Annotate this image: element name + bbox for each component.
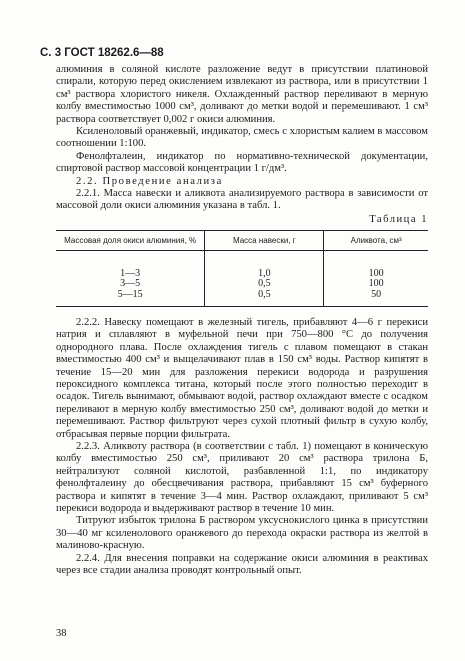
paragraph: алюминия в соляной кислоте разложение ведут в присутствии платиновой спирали, которую перед окислением извлекают из раствора, или в присутствии 1 см³ раствора хлористого никеля. Охлажденный раствор переливают в мерную колбу вместимостью 1000 см³, доливают до метки водой и перемешивают. 1 см³ раствора соответствует 0,002 г окиси алюминия. (56, 64, 428, 125)
table-1 (56, 230, 428, 307)
table-cell: 0,5 (205, 290, 324, 307)
table-row (56, 290, 428, 307)
table-cell: 3—5 (120, 278, 141, 290)
paragraph: Ксиленоловый оранжевый, индикатор, смесь с хлористым калием в массовом соотношении 1:100. (56, 126, 428, 150)
table-header-cell: Масса навески, г (205, 231, 324, 251)
table-cell: 100 (324, 279, 428, 289)
page-number: 38 (56, 628, 67, 639)
paragraph: Титруют избыток трилона Б раствором уксуснокислого цинка в присутствии 30—40 мг ксиленолового оранжевого до перехода окраски раствора из желтой в малиново-красную. (56, 515, 428, 552)
table-caption: Таблица 1 (369, 213, 428, 225)
table-cell: 5—15 (56, 290, 205, 307)
table-cell: 100 (324, 251, 428, 280)
document-body (56, 64, 428, 577)
page-header: С. 3 ГОСТ 18262.6—88 (40, 47, 164, 59)
table-row (56, 251, 428, 280)
table-cell: 50 (324, 290, 428, 307)
table-header-cell: Аликвота, см³ (324, 231, 428, 251)
table-cell: 1,0 (205, 251, 324, 280)
paragraph-2-2-2: 2.2.2. Навеску помещают в железный тигель, прибавляют 4—6 г перекиси натрия и сплавляют в муфельной печи при 750—800 °С до получения однородного плава. После охлаждения тигель с плавом помещают в стакан вместимостью 400 см³ и выщелачивают плав в 150 см³ воды. Раствор кипятят в течение 15—20 мин для разложения перекиси водорода и разрушения пероксидного комплекса титана, который после этого полностью переходит в осадок. Тигель вынимают, обмывают водой, раствор охлаждают вместе с осадком переливают в мерную колбу вместимостью 250 см³, доливают водой до метки и перемешивают. Раствор фильтруют через сухой плотный фильтр в сухую колбу, отбрасывая первые порции фильтрата. (56, 316, 428, 440)
table-header-cell: Массовая доля окиси алюминия, % (56, 231, 205, 251)
paragraph-2-2-4: 2.2.4. Для внесения поправки на содержание окиси алюминия в реактивах через все стадии анализа проводят контрольный опыт. (56, 552, 428, 577)
section-title: 2.2. Проведение анализа (76, 175, 223, 187)
paragraph-2-2-3: 2.2.3. Аликвоту раствора (в соответствии с табл. 1) помещают в коническую колбу вместимостью 250 см³, приливают 20 см³ раствора трилона Б, нейтрализуют соляной кислотой, разбавленной 1:1, по индикатору фенолфталеину до обесцвечивания раствора, прибавляют 15 см³ буферного раствора и кипятят в течение 3—4 мин. Раствор охлаждают, приливают 5 см³ перекиси водорода и выдерживают раствор в течение 10 мин. (56, 440, 428, 514)
paragraph: Фенолфталеин, индикатор по нормативно-технической документации, спиртовой раствор массовой концентрации 1 г/дм³. (56, 150, 428, 175)
table-cell: 1—3 (120, 268, 141, 280)
paragraph-2-2-1: 2.2.1. Масса навески и аликвота анализируемого раствора в зависимости от массовой доли окиси алюминия указана в табл. 1. (56, 188, 428, 212)
table-cell: 0,5 (205, 279, 324, 289)
